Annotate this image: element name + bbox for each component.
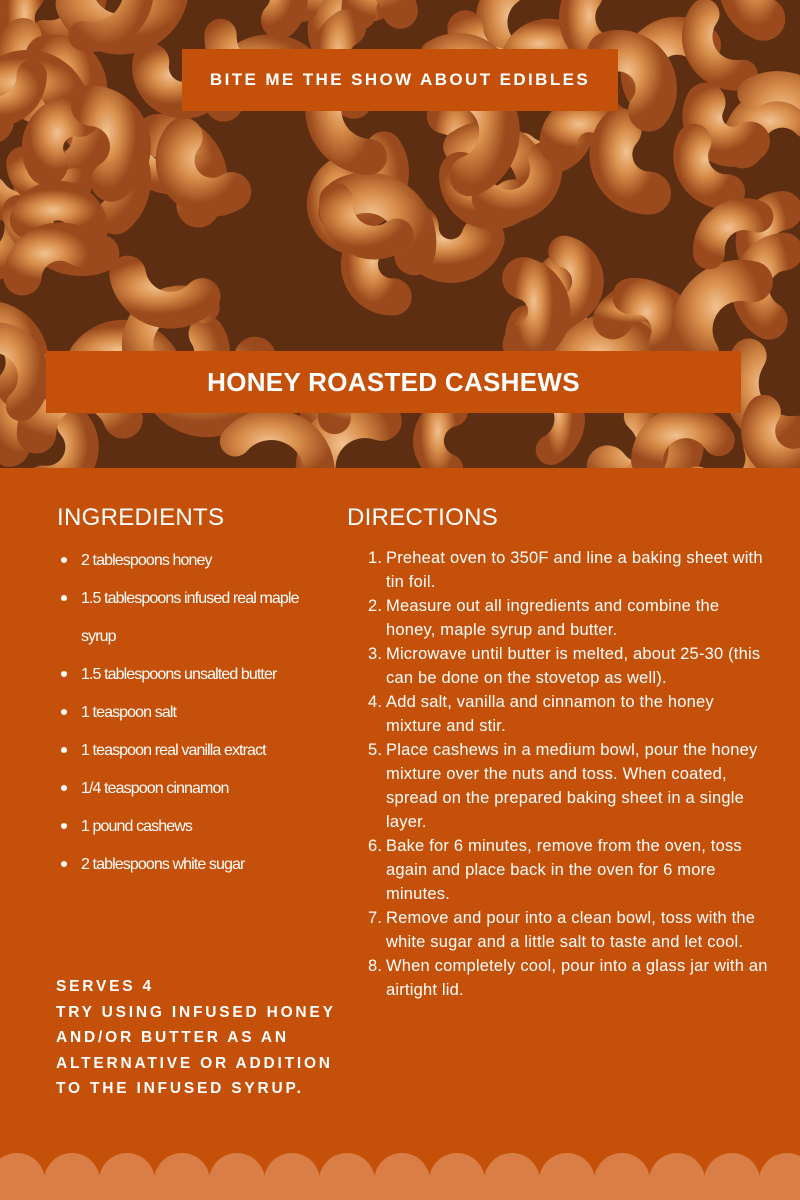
ingredient-item: 1 teaspoon real vanilla extract xyxy=(58,732,328,770)
serves-text: SERVES 4 xyxy=(56,978,154,995)
cashew-shape xyxy=(741,0,779,19)
ingredient-item: 2 tablespoons honey xyxy=(58,542,328,580)
ingredients-heading: INGREDIENTS xyxy=(57,504,225,531)
ingredient-item: 1.5 tablespoons infused real maple syrup xyxy=(58,580,328,656)
direction-step xyxy=(368,954,768,1002)
recipe-title: HONEY ROASTED CASHEWS xyxy=(207,366,580,397)
step-text: Add salt, vanilla and cinnamon to the honey mixture and stir. xyxy=(386,693,714,735)
directions-heading: DIRECTIONS xyxy=(347,504,499,531)
recipe-notes xyxy=(56,974,366,1102)
step-text: Preheat oven to 350F and line a baking sheet with tin foil. xyxy=(386,549,763,591)
recipe-title-banner xyxy=(46,351,741,413)
step-number: 3. xyxy=(368,645,383,663)
step-number: 2. xyxy=(368,597,383,615)
direction-step xyxy=(368,738,768,834)
step-number: 4. xyxy=(368,693,383,711)
direction-step xyxy=(368,834,768,906)
scallop-base xyxy=(0,1180,800,1200)
step-number: 6. xyxy=(368,837,383,855)
step-number: 7. xyxy=(368,909,383,927)
direction-step xyxy=(368,642,768,690)
step-text: Place cashews in a medium bowl, pour the honey mixture over the nuts and toss. When coated, spread on the prepared baking sheet in a single layer. xyxy=(386,741,758,831)
step-number: 8. xyxy=(368,957,383,975)
step-text: Remove and pour into a clean bowl, toss with the white sugar and a little salt to taste and let cool. xyxy=(386,909,756,951)
ingredient-item: 1 pound cashews xyxy=(58,808,328,846)
ingredient-item: 1 teaspoon salt xyxy=(58,694,328,732)
show-name: BITE ME THE SHOW ABOUT EDIBLES xyxy=(209,70,591,89)
ingredient-item: 2 tablespoons white sugar xyxy=(58,846,328,884)
direction-step xyxy=(368,546,768,594)
direction-step xyxy=(368,906,768,954)
direction-step xyxy=(368,690,768,738)
step-text: When completely cool, pour into a glass jar with an airtight lid. xyxy=(386,957,768,999)
directions-list xyxy=(368,546,768,1002)
show-name-banner xyxy=(182,49,618,111)
step-text: Bake for 6 minutes, remove from the oven, toss again and place back in the oven for 6 more minutes. xyxy=(386,837,742,903)
ingredient-item: 1.5 tablespoons unsalted butter xyxy=(58,656,328,694)
step-text: Microwave until butter is melted, about 25-30 (this can be done on the stovetop as well). xyxy=(386,645,761,687)
tip-text: TRY USING INFUSED HONEY AND/OR BUTTER AS AN ALTERNATIVE OR ADDITION TO THE INFUSED SYRUP. xyxy=(56,1003,336,1097)
scalloped-border xyxy=(0,1150,800,1200)
direction-step xyxy=(368,594,768,642)
ingredient-item: 1/4 teaspoon cinnamon xyxy=(58,770,328,808)
step-number: 1. xyxy=(368,549,383,567)
step-number: 5. xyxy=(368,741,383,759)
ingredients-list xyxy=(58,542,328,884)
step-text: Measure out all ingredients and combine the honey, maple syrup and butter. xyxy=(386,597,720,639)
